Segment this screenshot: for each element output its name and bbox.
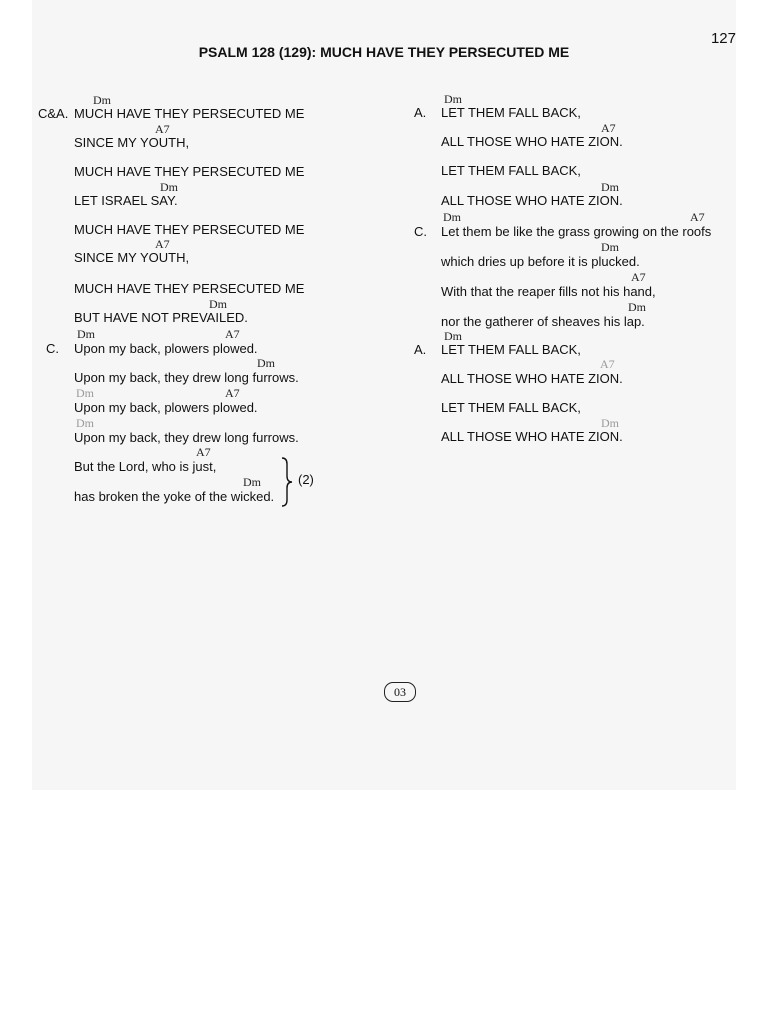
chord: Dm xyxy=(77,327,95,341)
chord: Dm xyxy=(628,300,646,314)
lyric-line: ALL THOSE WHO HATE ZION. xyxy=(441,193,623,208)
verse-label: C. xyxy=(46,341,59,356)
chord: Dm xyxy=(160,180,178,194)
lyric-line: But the Lord, who is just, xyxy=(74,459,217,474)
lyric-line: LET THEM FALL BACK, xyxy=(441,163,581,178)
chord: Dm xyxy=(76,386,94,400)
verse-label: C&A. xyxy=(38,106,69,121)
lyric-line: Let them be like the grass growing on the roofs xyxy=(441,224,712,239)
lyric-line: ALL THOSE WHO HATE ZION. xyxy=(441,429,623,444)
lyric-line: MUCH HAVE THEY PERSECUTED ME xyxy=(74,106,305,121)
lyric-line: which dries up before it is plucked. xyxy=(441,254,640,269)
chord: A7 xyxy=(155,122,170,136)
lyric-line: LET THEM FALL BACK, xyxy=(441,342,581,357)
lyric-line: With that the reaper fills not his hand, xyxy=(441,284,656,299)
chord: Dm xyxy=(209,297,227,311)
repeat-count: (2) xyxy=(298,472,314,487)
lyric-line: Upon my back, plowers plowed. xyxy=(74,400,258,415)
lyric-line: LET THEM FALL BACK, xyxy=(441,105,581,120)
chord: Dm xyxy=(444,92,462,106)
lyric-line: ALL THOSE WHO HATE ZION. xyxy=(441,134,623,149)
chord: Dm xyxy=(444,329,462,343)
verse-label: A. xyxy=(414,342,427,357)
chord: A7 xyxy=(600,357,615,371)
chord: A7 xyxy=(155,237,170,251)
lyric-line: MUCH HAVE THEY PERSECUTED ME xyxy=(74,222,305,237)
footer-number-badge: 03 xyxy=(384,682,416,702)
lyric-line: has broken the yoke of the wicked. xyxy=(74,489,275,504)
chord: Dm xyxy=(601,240,619,254)
lyric-line: MUCH HAVE THEY PERSECUTED ME xyxy=(74,281,305,296)
verse-label: A. xyxy=(414,105,427,120)
lyric-line: LET ISRAEL SAY. xyxy=(74,193,178,208)
chord: A7 xyxy=(631,270,646,284)
chord: Dm xyxy=(443,210,461,224)
chord: A7 xyxy=(225,327,240,341)
lyric-line: Upon my back, they drew long furrows. xyxy=(74,370,299,385)
chord: Dm xyxy=(93,93,111,107)
lyric-line: LET THEM FALL BACK, xyxy=(441,400,581,415)
lyric-line: SINCE MY YOUTH, xyxy=(74,250,190,265)
lyric-line: BUT HAVE NOT PREVAILED. xyxy=(74,310,248,325)
lyric-line: Upon my back, they drew long furrows. xyxy=(74,430,299,445)
chord: A7 xyxy=(690,210,705,224)
chord: A7 xyxy=(601,121,616,135)
page-number: 127 xyxy=(710,30,736,47)
chord: A7 xyxy=(225,386,240,400)
repeat-brace-icon xyxy=(280,456,294,508)
lyric-line: nor the gatherer of sheaves his lap. xyxy=(441,314,645,329)
lyric-line: SINCE MY YOUTH, xyxy=(74,135,190,150)
chord: Dm xyxy=(257,356,275,370)
chord: Dm xyxy=(601,180,619,194)
lyric-line: Upon my back, plowers plowed. xyxy=(74,341,258,356)
chord: Dm xyxy=(243,475,261,489)
chord: A7 xyxy=(196,445,211,459)
lyric-line: MUCH HAVE THEY PERSECUTED ME xyxy=(74,164,305,179)
lyric-line: ALL THOSE WHO HATE ZION. xyxy=(441,371,623,386)
page-title: PSALM 128 (129): MUCH HAVE THEY PERSECUTED ME xyxy=(198,44,570,60)
verse-label: C. xyxy=(414,224,427,239)
chord: Dm xyxy=(76,416,94,430)
chord: Dm xyxy=(601,416,619,430)
